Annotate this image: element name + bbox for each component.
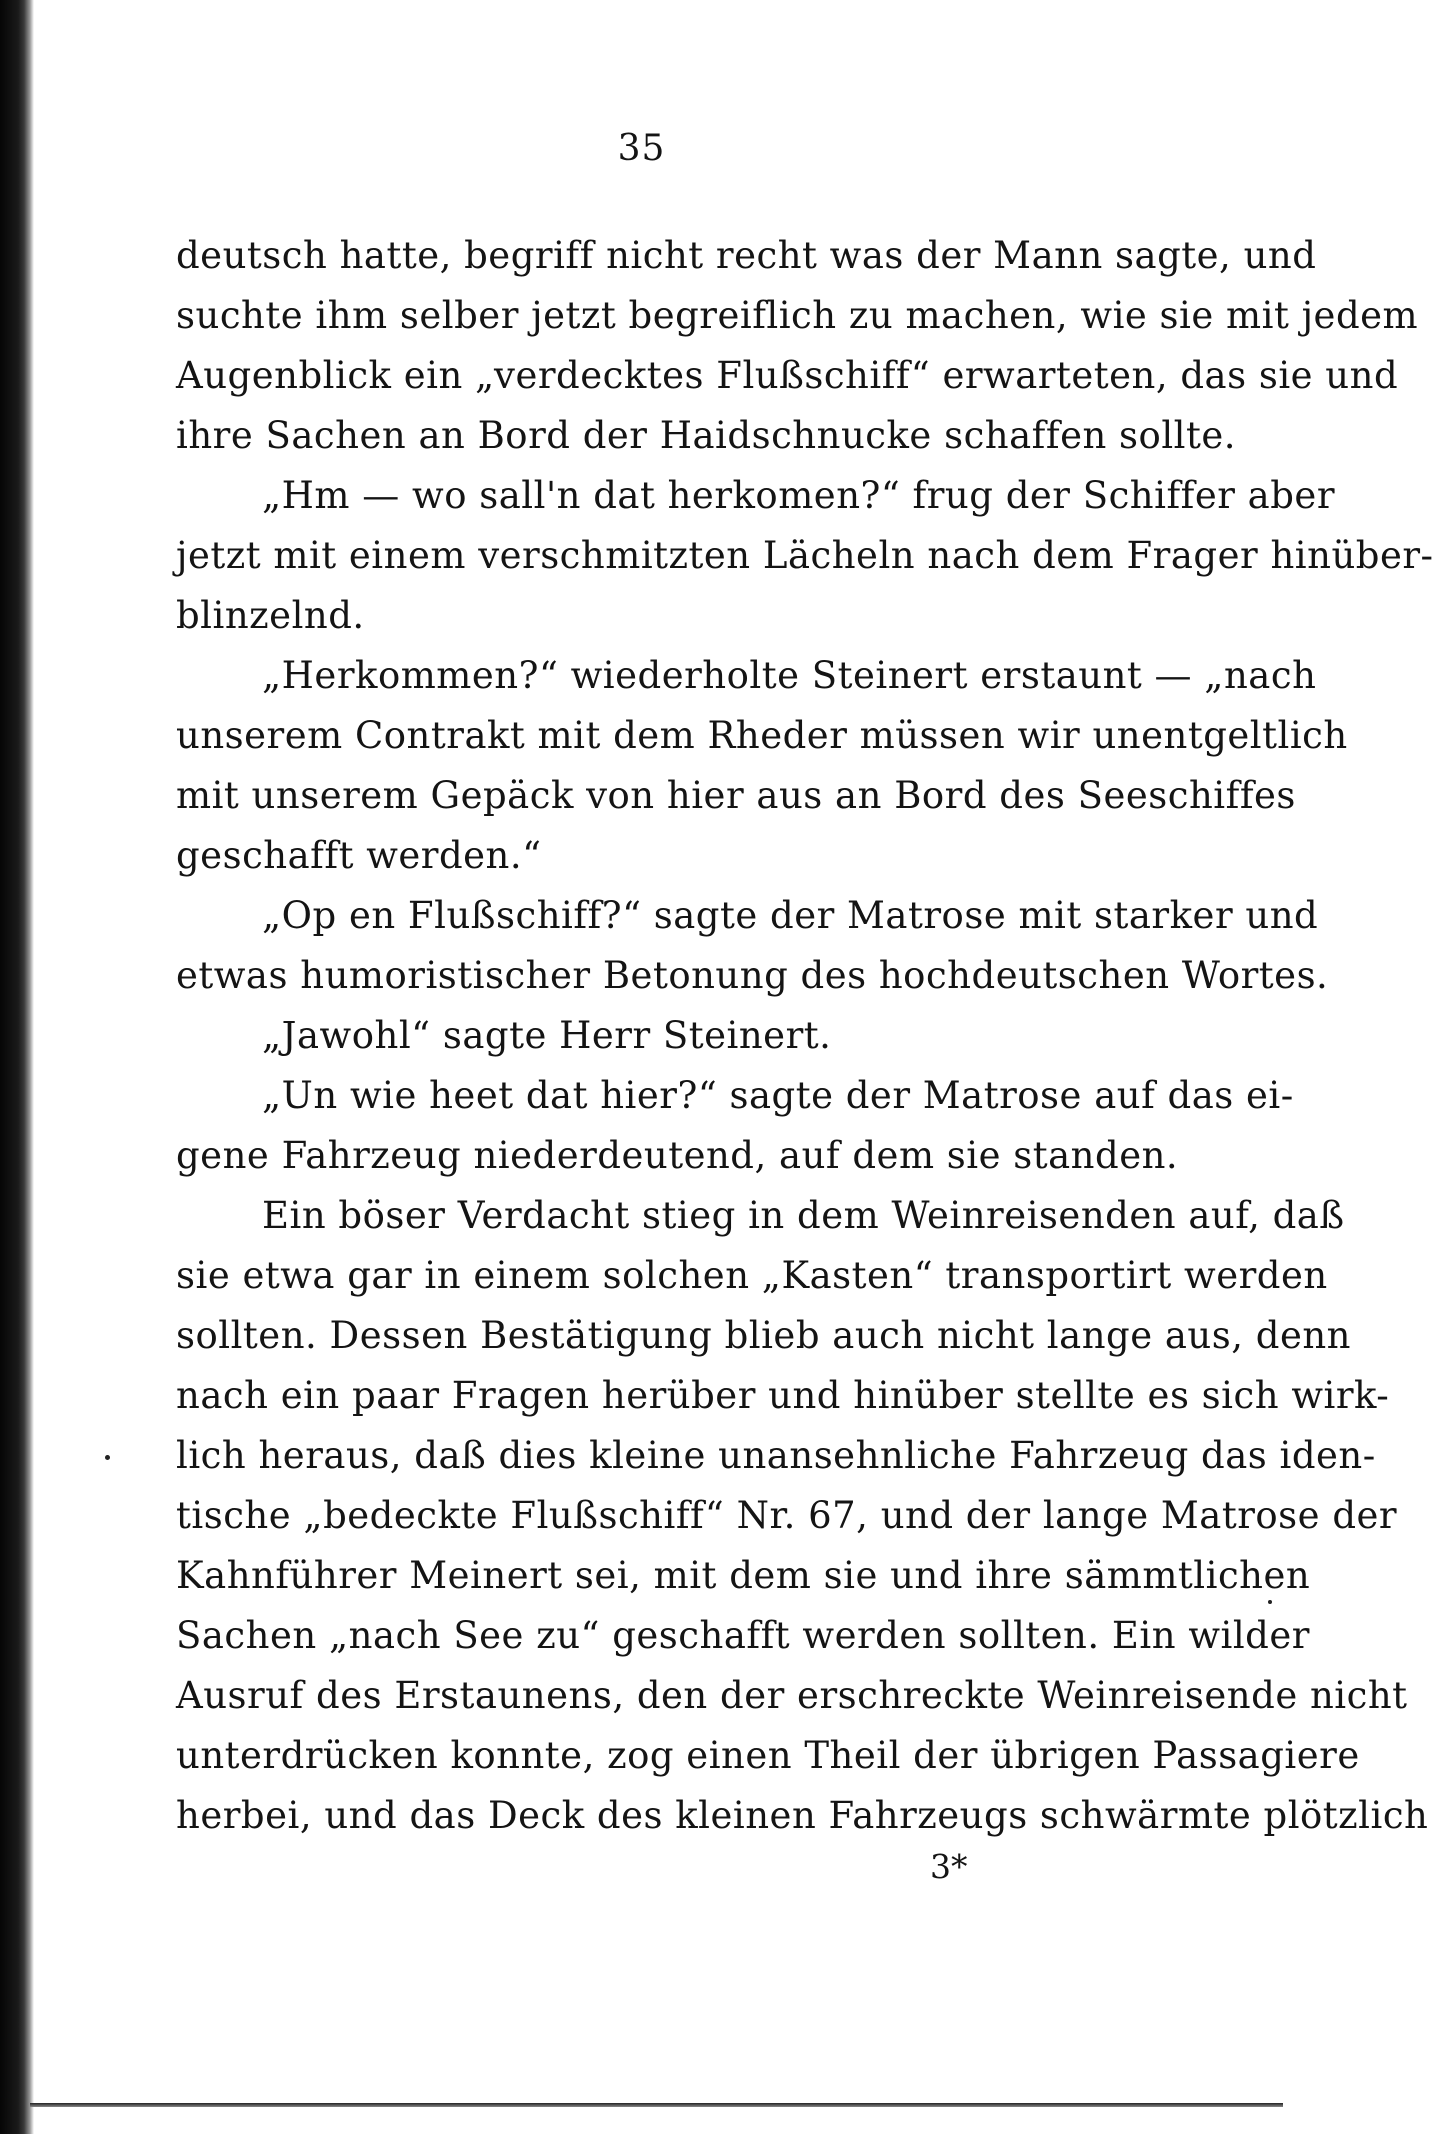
text-line: sie etwa gar in einem solchen „Kasten“ transportirt werden [176, 1254, 1328, 1297]
ink-speck [1268, 1600, 1272, 1604]
text-line: geschafft werden.“ [176, 834, 542, 877]
text-line: tische „bedeckte Flußschiff“ Nr. 67, und der lange Matrose der [176, 1494, 1398, 1537]
ink-speck [105, 1455, 110, 1460]
text-line: etwas humoristischer Betonung des hochdeutschen Wortes. [176, 954, 1329, 997]
text-line: sollten. Dessen Bestätigung blieb auch nicht lange aus, denn [176, 1314, 1352, 1357]
page-number: 35 [617, 128, 666, 169]
text-line: „Op en Flußschiff?“ sagte der Matrose mit starker und [262, 894, 1319, 937]
page-bottom-edge [30, 2103, 1283, 2107]
text-line: lich heraus, daß dies kleine unansehnliche Fahrzeug das iden- [176, 1434, 1376, 1477]
text-line: „Herkommen?“ wiederholte Steinert erstaunt — „nach [262, 654, 1317, 697]
text-line: unterdrücken konnte, zog einen Theil der übrigen Passagiere [176, 1734, 1360, 1777]
body-text [176, 226, 1434, 1846]
text-line: Ein böser Verdacht stieg in dem Weinreisenden auf, daß [262, 1194, 1345, 1237]
text-line: „Jawohl“ sagte Herr Steinert. [262, 1014, 832, 1057]
text-line: nach ein paar Fragen herüber und hinüber stellte es sich wirk- [176, 1374, 1390, 1417]
text-line: deutsch hatte, begriff nicht recht was der Mann sagte, und [176, 234, 1317, 277]
text-line: „Hm — wo sall'n dat herkomen?“ frug der Schiffer aber [262, 474, 1336, 517]
text-line: jetzt mit einem verschmitzten Lächeln nach dem Frager hinüber- [176, 534, 1434, 577]
text-line: suchte ihm selber jetzt begreiflich zu machen, wie sie mit jedem [176, 294, 1419, 337]
text-line: „Un wie heet dat hier?“ sagte der Matrose auf das ei- [262, 1074, 1294, 1117]
text-line: Kahnführer Meinert sei, mit dem sie und ihre sämmtlichen [176, 1554, 1311, 1597]
text-line: unserem Contrakt mit dem Rheder müssen wir unentgeltlich [176, 714, 1348, 757]
text-line: Sachen „nach See zu“ geschafft werden sollten. Ein wilder [176, 1614, 1310, 1657]
text-line: gene Fahrzeug niederdeutend, auf dem sie standen. [176, 1134, 1179, 1177]
text-line: Ausruf des Erstaunens, den der erschreckte Weinreisende nicht [176, 1674, 1408, 1717]
text-line: Augenblick ein „verdecktes Flußschiff“ erwarteten, das sie und [176, 354, 1399, 397]
page-binding-edge [0, 0, 34, 2134]
text-line: herbei, und das Deck des kleinen Fahrzeugs schwärmte plötzlich [176, 1794, 1429, 1837]
signature-mark: 3* [930, 1847, 968, 1886]
text-line: blinzelnd. [176, 594, 365, 637]
text-line: mit unserem Gepäck von hier aus an Bord des Seeschiffes [176, 774, 1296, 817]
text-line: ihre Sachen an Bord der Haidschnucke schaffen sollte. [176, 414, 1237, 457]
